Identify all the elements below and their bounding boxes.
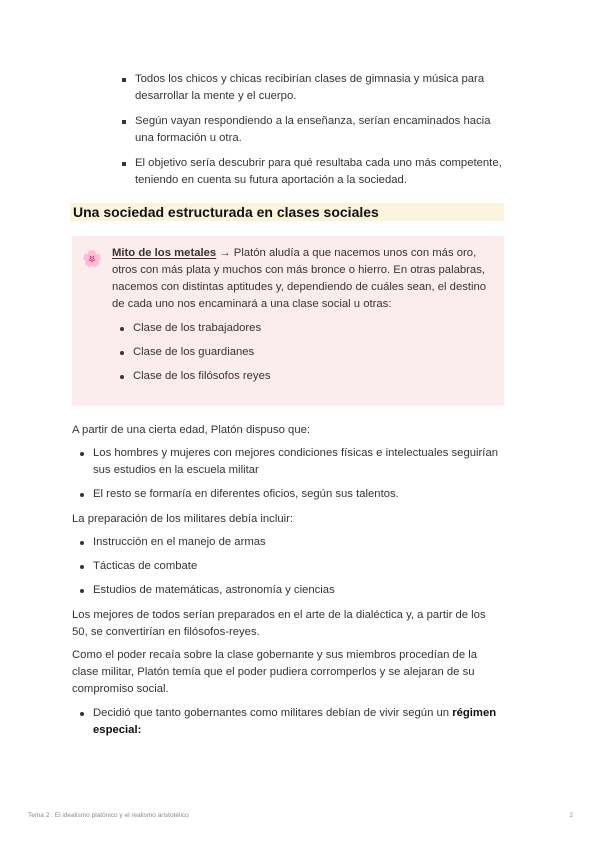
list-item: El resto se formaría en diferentes oficios, según sus talentos. [72,486,504,503]
callout-paragraph [112,245,497,313]
bullet-list [72,705,504,746]
list-item-text: Decidió que tanto gobernantes como militares debían de vivir según un [93,707,453,719]
paragraph: La preparación de los militares debía incluir: [72,513,294,525]
list-item: Según vayan respondiendo a la enseñanza, serían encaminados hacia una formación u otra. [122,113,502,147]
paragraph: A partir de una cierta edad, Platón dispuso que: [72,424,311,436]
list-item: Tácticas de combate [72,558,504,575]
callout-description: → Platón aludía a que nacemos unos con más oro, otros con más plata y muchos con más bronce o hierro. En otras palabras, nacemos con distintas aptitudes y, dependiendo de cuáles sean, el destino de cada uno nos encaminará a una clase social u otras: [112,247,487,310]
list-item-bold: régimen especial: [93,707,497,736]
bullet-list [72,445,504,510]
bullet-list [72,534,504,606]
page-footer [28,811,573,820]
cherry-blossom-icon: 🌸 [82,251,102,268]
list-item: Clase de los filósofos reyes [112,368,497,385]
list-item: Clase de los guardianes [112,344,497,361]
callout-term: Mito de los metales [112,247,217,259]
page-number: 2 [569,812,573,819]
list-item [72,705,504,739]
paragraph: Los mejores de todos serían preparados en el arte de la dialéctica y, a partir de los 50, se convertirían en filósofos-reyes. [72,609,486,638]
paragraph: Como el poder recaía sobre la clase gobernante y sus miembros procedían de la clase militar, Platón temía que el poder pudiera corromperlos y se alejaran de su compromiso social. [72,649,478,695]
list-item: Todos los chicos y chicas recibirían clases de gimnasia y música para desarrollar la mente y el cuerpo. [122,71,502,105]
list-item: Los hombres y mujeres con mejores condiciones físicas e intelectuales seguirían sus estudios en la escuela militar [72,445,504,479]
list-item: Estudios de matemáticas, astronomía y ciencias [72,582,504,599]
list-item: El objetivo sería descubrir para qué resultaba cada uno más competente, teniendo en cuenta su futura aportación a la sociedad. [122,155,502,189]
section-heading: Una sociedad estructurada en clases sociales [70,203,504,221]
list-item: Clase de los trabajadores [112,320,497,337]
callout-content [112,245,497,392]
list-item: Instrucción en el manejo de armas [72,534,504,551]
callout-box [72,236,504,406]
callout-list [112,320,497,385]
top-bullet-list [122,71,502,197]
footer-title: Tema 2 : El idealismo platónico y el realismo aristotélico [28,812,189,819]
